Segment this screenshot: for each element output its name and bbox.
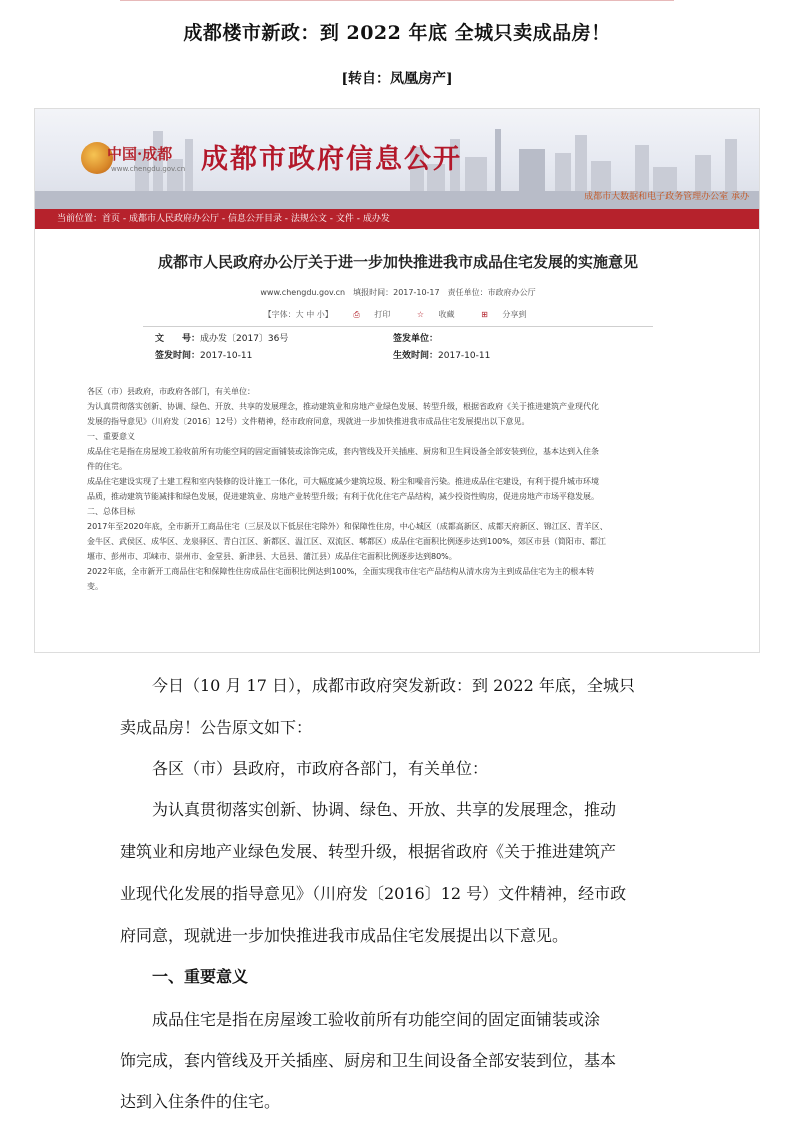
shot-body-line: 件的住宅。 (87, 462, 127, 471)
shot-body-line: 2017年至2020年底，全市新开工商品住宅（三层及以下低层住宅除外）和保障性住房，中心城区（成都高新区、成都天府新区、锦江区、青羊区、 (87, 522, 608, 531)
meta-divider (143, 326, 653, 327)
shot-tools (35, 309, 760, 320)
embedded-screenshot (34, 108, 760, 653)
doc-info (155, 331, 675, 365)
logo-url: www.chengdu.gov.cn (111, 165, 186, 173)
logo-text: 中国·成都 (107, 145, 173, 163)
breadcrumb: 当前位置：首页 - 成都市人民政府办公厅 - 信息公开目录 - 法规公文 - 文件 - 成办发 (35, 209, 760, 229)
print-link: ⎙ 打印 (353, 310, 391, 319)
doc-issue-date: 签发时间：2017-10-11 (155, 351, 253, 361)
doc-issuer: 签发单位： (393, 334, 439, 344)
share-link: ⊞ 分享到 (481, 310, 527, 319)
shot-body-line: 各区（市）县政府，市政府各部门，有关单位： (87, 387, 255, 396)
shot-body-line: 2022年底，全市新开工商品住宅和保障性住房成品住宅面积比例达到100%，全面实现我市住宅产品结构从清水房为主到成品住宅为主的根本转 (87, 567, 595, 576)
shot-article-title: 成都市人民政府办公厅关于进一步加快推进我市成品住宅发展的实施意见 (157, 253, 638, 271)
top-divider (120, 0, 674, 1)
shot-body-line: 发展的指导意见》（川府发〔2016〕12号）文件精神，经市政府同意，现就进一步加快推进我市成品住宅发展提出以下意见。 (87, 417, 530, 426)
shot-body (87, 385, 719, 595)
shot-body-line: 成品住宅建设实现了土建工程和室内装修的设计施工一体化，可大幅度减少建筑垃圾、粉尘和噪音污染。推进成品住宅建设，有利于提升城市环境 (87, 477, 599, 486)
favorite-link: ☆ 收藏 (416, 310, 455, 319)
shot-body-line: 一、重要意义 (87, 432, 135, 441)
shot-body-line: 堰市、彭州市、邛崃市、崇州市、金堂县、新津县、大邑县、蒲江县）成品住宅面积比例逐步达到80%。 (87, 552, 457, 561)
portal-banner (35, 109, 760, 209)
print-icon: ⎙ (353, 310, 360, 319)
doc-effective-date: 生效时间：2017-10-11 (393, 351, 491, 361)
shot-meta: www.chengdu.gov.cn 填报时间：2017-10-17 责任单位：市政府办公厅 (260, 288, 536, 297)
shot-body-line: 二、总体目标 (87, 507, 135, 516)
page-title: 成都楼市新政：到 2022 年底 全城只卖成品房！ (183, 22, 611, 44)
shot-body-line: 品质，推动建筑节能减排和绿色发展，促进建筑业、房地产业转型升级；有利于优化住宅产品结构，减少投资性购房，促进房地产市场平稳发展。 (87, 492, 599, 501)
section-heading: 一、重要意义 (152, 967, 249, 986)
portal-name: 成都市政府信息公开 (201, 144, 462, 175)
font-size-switch: 【字体：大 中 小】 (263, 310, 333, 319)
sponsor-text: 成都市大数据和电子政务管理办公室 承办 (584, 192, 749, 202)
shot-body-line: 成品住宅是指在房屋竣工验收前所有功能空间的固定面铺装或涂饰完成，套内管线及开关插座、厨房和卫生间设备全部安装到位，基本达到入住条 (87, 447, 599, 456)
shot-body-line: 变。 (87, 582, 103, 591)
star-icon: ☆ (416, 310, 424, 319)
doc-number: 文 号：成办发〔2017〕36号 (155, 334, 289, 344)
repost-source: [转自：凤凰房产] (341, 71, 453, 87)
shot-body-line: 为认真贯彻落实创新、协调、绿色、开放、共享的发展理念，推动建筑业和房地产业绿色发展、转型升级，根据省政府《关于推进建筑产业现代化 (87, 402, 599, 411)
share-icon: ⊞ (481, 310, 488, 319)
shot-body-line: 金牛区、武侯区、成华区、龙泉驿区、青白江区、新都区、温江区、双流区、郫都区）成品住宅面积比例逐步达到100%，郊区市县（简阳市、都江 (87, 537, 606, 546)
